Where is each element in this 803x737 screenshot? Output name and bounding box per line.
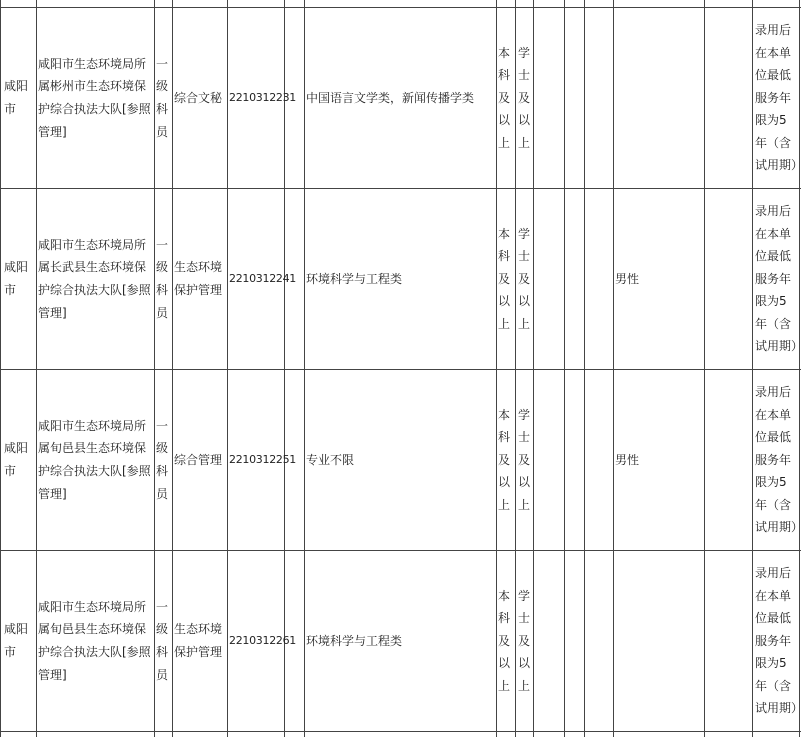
unit-cell: 咸阳市生态环境局所属长武县生态环境保护综合执法大队[参照管理] bbox=[38, 237, 151, 320]
major-cell: 环境科学与工程类 bbox=[306, 271, 403, 286]
position-cell: 生态环境保护管理 bbox=[174, 260, 223, 297]
other-requirement-cell bbox=[615, 551, 703, 731]
education-cell: 本科及以上 bbox=[498, 407, 511, 512]
position-cell: 综合文秘 bbox=[174, 90, 223, 105]
major-cell: 中国语言文学类，新闻传播学类 bbox=[306, 90, 475, 105]
note-cell: 录用后在本单位最低服务年限为5年（含试用期） bbox=[755, 384, 803, 535]
unit-cell: 咸阳市生态环境局所属彬州市生态环境保护综合执法大队[参照管理] bbox=[38, 56, 151, 139]
city-cell: 咸阳市 bbox=[4, 260, 29, 297]
education-cell: 本科及以上 bbox=[498, 588, 511, 693]
code-cell: 2210312241 bbox=[229, 271, 296, 285]
code-cell: 2210312261 bbox=[229, 633, 296, 647]
other-requirement-cell bbox=[615, 8, 703, 188]
unit-cell: 咸阳市生态环境局所属旬邑县生态环境保护综合执法大队[参照管理] bbox=[38, 418, 151, 501]
level-cell: 一级科员 bbox=[156, 418, 169, 501]
degree-cell: 学士及以上 bbox=[518, 407, 531, 512]
city-cell: 咸阳市 bbox=[4, 79, 29, 116]
table-row bbox=[0, 189, 801, 369]
level-cell: 一级科员 bbox=[156, 599, 169, 682]
code-cell: 2210312231 bbox=[229, 90, 296, 104]
note-cell: 录用后在本单位最低服务年限为5年（含试用期） bbox=[755, 22, 803, 173]
position-cell: 生态环境保护管理 bbox=[174, 622, 223, 659]
city-cell: 咸阳市 bbox=[4, 622, 29, 659]
degree-cell: 学士及以上 bbox=[518, 226, 531, 331]
major-cell: 专业不限 bbox=[306, 452, 355, 467]
level-cell: 一级科员 bbox=[156, 237, 169, 320]
note-cell: 录用后在本单位最低服务年限为5年（含试用期） bbox=[755, 565, 803, 716]
table-row bbox=[0, 551, 801, 731]
table-row bbox=[0, 370, 801, 550]
row-divider bbox=[0, 731, 801, 732]
degree-cell: 学士及以上 bbox=[518, 45, 531, 150]
other-requirement-cell: 男性 bbox=[615, 452, 640, 467]
major-cell: 环境科学与工程类 bbox=[306, 633, 403, 648]
degree-cell: 学士及以上 bbox=[518, 588, 531, 693]
code-cell: 2210312251 bbox=[229, 452, 296, 466]
city-cell: 咸阳市 bbox=[4, 441, 29, 478]
position-cell: 综合管理 bbox=[174, 452, 223, 467]
unit-cell: 咸阳市生态环境局所属旬邑县生态环境保护综合执法大队[参照管理] bbox=[38, 599, 151, 682]
table-row bbox=[0, 8, 801, 188]
other-requirement-cell: 男性 bbox=[615, 271, 640, 286]
education-cell: 本科及以上 bbox=[498, 226, 511, 331]
level-cell: 一级科员 bbox=[156, 56, 169, 139]
education-cell: 本科及以上 bbox=[498, 45, 511, 150]
note-cell: 录用后在本单位最低服务年限为5年（含试用期） bbox=[755, 203, 803, 354]
